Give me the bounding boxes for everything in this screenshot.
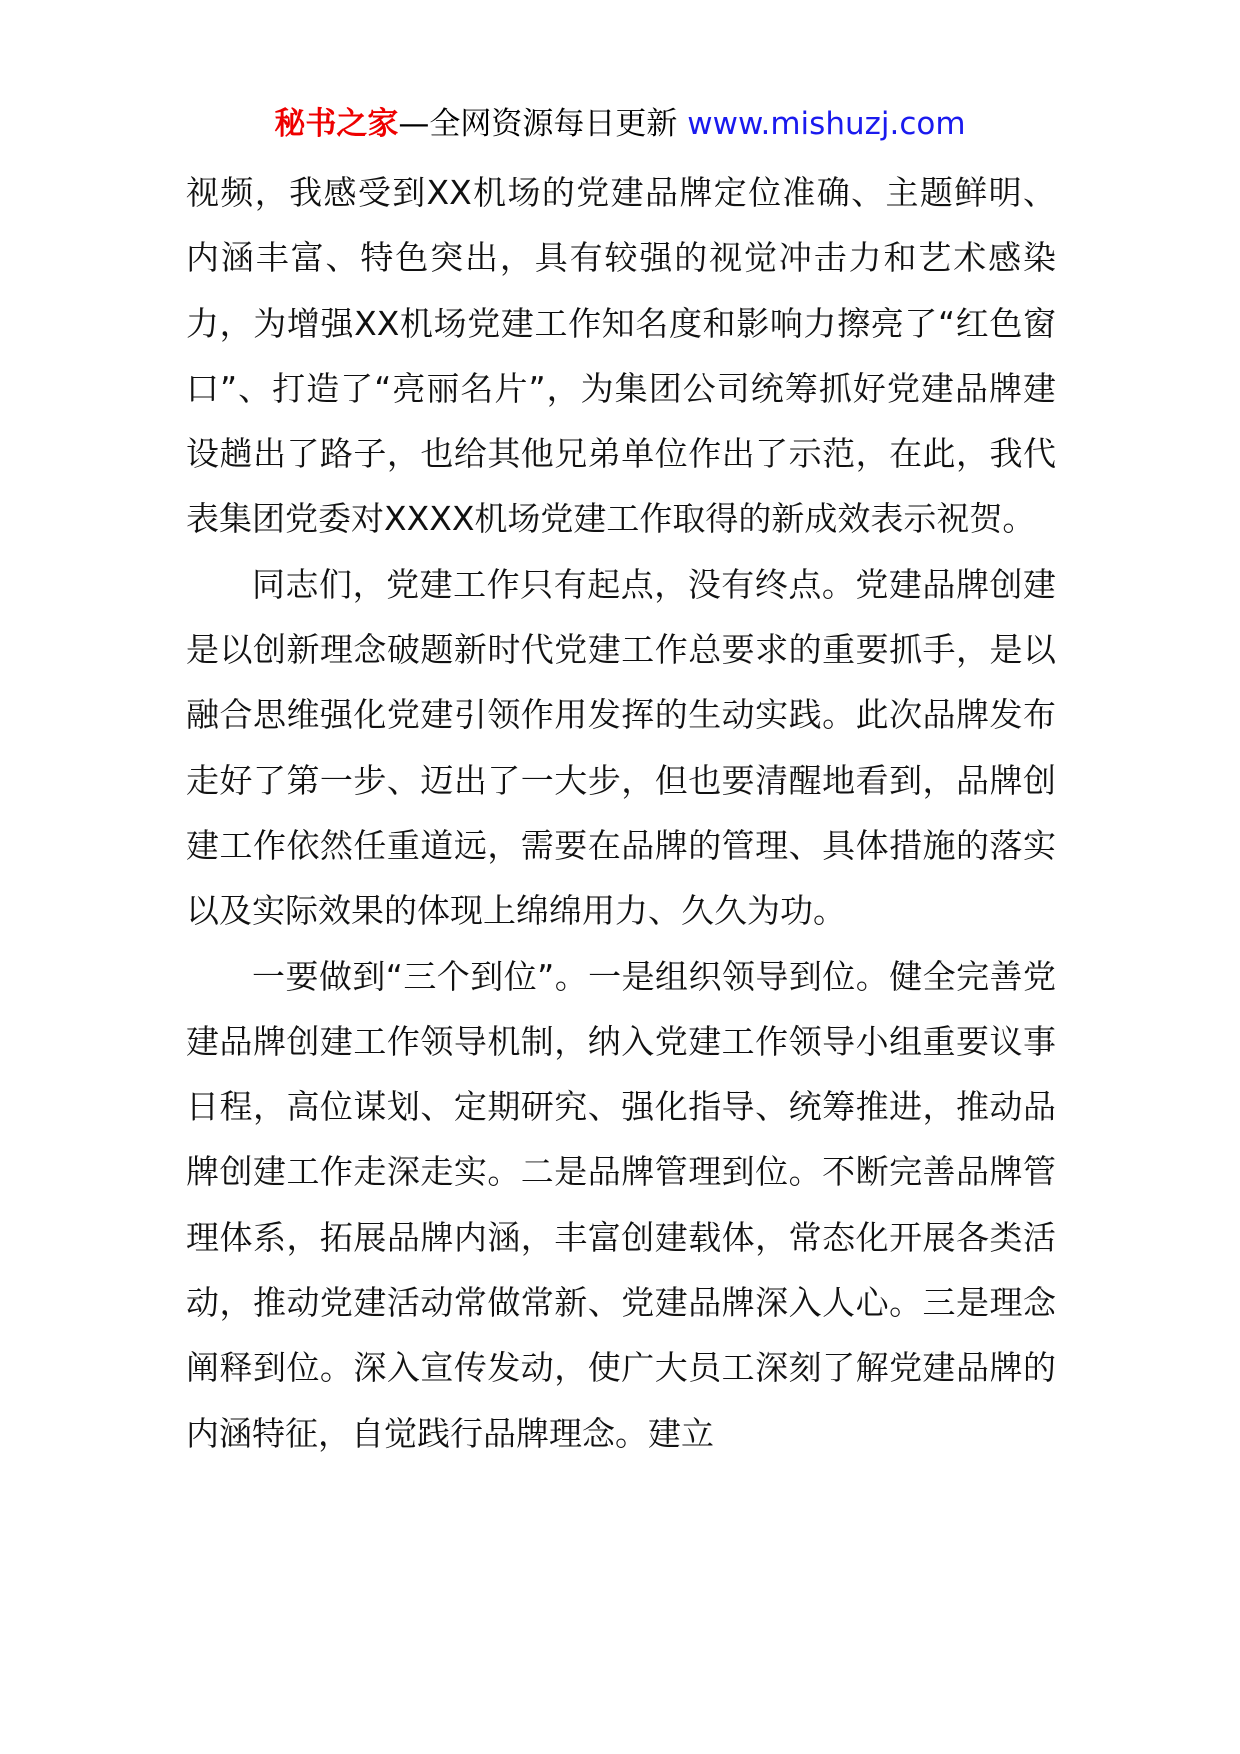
paragraph-1: 视频，我感受到XX机场的党建品牌定位准确、主题鲜明、内涵丰富、特色突出，具有较强的视觉冲击力和艺术感染力，为增强XX机场党建工作知名度和影响力擦亮了“红色窗口”、打造了“亮丽名片”，为集团公司统筹抓好党建品牌建设趟出了路子，也给其他兄弟单位作出了示范，在此，我代表集团党委对XXXX机场党建工作取得的新成效表示祝贺。 bbox=[186, 173, 1056, 539]
page-header bbox=[0, 103, 1240, 145]
site-url-link[interactable]: www.mishuzj.com bbox=[687, 106, 966, 142]
document-body bbox=[186, 160, 1056, 1466]
paragraph-2: 同志们，党建工作只有起点，没有终点。党建品牌创建是以创新理念破题新时代党建工作总要求的重要抓手，是以融合思维强化党建引领作用发挥的生动实践。此次品牌发布走好了第一步、迈出了一大步，但也要清醒地看到，品牌创建工作依然任重道远，需要在品牌的管理、具体措施的落实以及实际效果的体现上绵绵用力、久久为功。 bbox=[186, 564, 1056, 931]
header-tagline: —全网资源每日更新 bbox=[398, 106, 688, 142]
brand-name: 秘书之家 bbox=[274, 106, 399, 142]
paragraph-3: 一要做到“三个到位”。一是组织领导到位。健全完善党建品牌创建工作领导机制，纳入党建工作领导小组重要议事日程，高位谋划、定期研究、强化指导、统筹推进，推动品牌创建工作走深走实。二是品牌管理到位。不断完善品牌管理体系，拓展品牌内涵，丰富创建载体，常态化开展各类活动，推动党建活动常做常新、党建品牌深入人心。三是理念阐释到位。深入宣传发动，使广大员工深刻了解党建品牌的内涵特征，自觉践行品牌理念。建立 bbox=[186, 956, 1056, 1453]
